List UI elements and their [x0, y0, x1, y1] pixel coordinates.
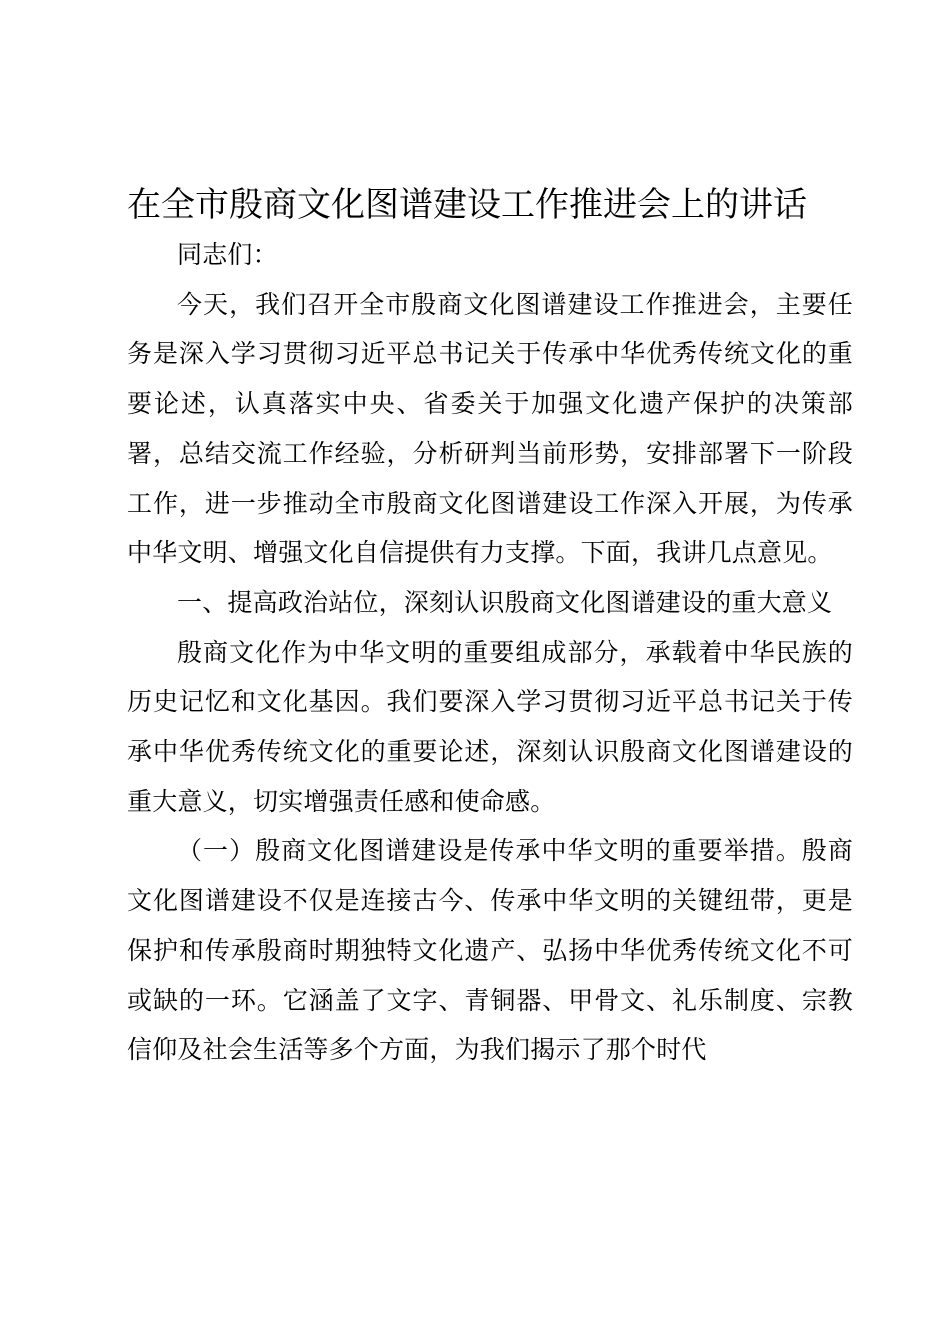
document-title: 在全市殷商文化图谱建设工作推进会上的讲话: [127, 185, 807, 225]
section-1-paragraph: 殷商文化作为中华文明的重要组成部分，承载着中华民族的历史记忆和文化基因。我们要深入学习贯彻习近平总书记关于传承中华优秀传统文化的重要论述，深刻认识殷商文化图谱建设的重大意义，切实增强责任感和使命感。: [127, 637, 853, 816]
salutation: 同志们：: [177, 240, 278, 269]
section-heading-1: 一、提高政治站位，深刻认识殷商文化图谱建设的重大意义: [177, 587, 833, 617]
intro-paragraph: 今天，我们召开全市殷商文化图谱建设工作推进会，主要任务是深入学习贯彻习近平总书记关于传承中华优秀传统文化的重要论述，认真落实中央、省委关于加强文化遗产保护的决策部署，总结交流工作经验，分析研判当前形势，安排部署下一阶段工作，进一步推动全市殷商文化图谱建设工作深入开展，为传承中华文明、增强文化自信提供有力支撑。下面，我讲几点意见。: [127, 289, 853, 568]
document-body: [127, 230, 853, 1075]
subsection-1-paragraph: （一）殷商文化图谱建设是传承中华文明的重要举措。殷商文化图谱建设不仅是连接古今、传承中华文明的关键纽带，更是保护和传承殷商时期独特文化遗产、弘扬中华优秀传统文化不可或缺的一环。它涵盖了文字、青铜器、甲骨文、礼乐制度、宗教信仰及社会生活等多个方面，为我们揭示了那个时代: [127, 836, 853, 1065]
